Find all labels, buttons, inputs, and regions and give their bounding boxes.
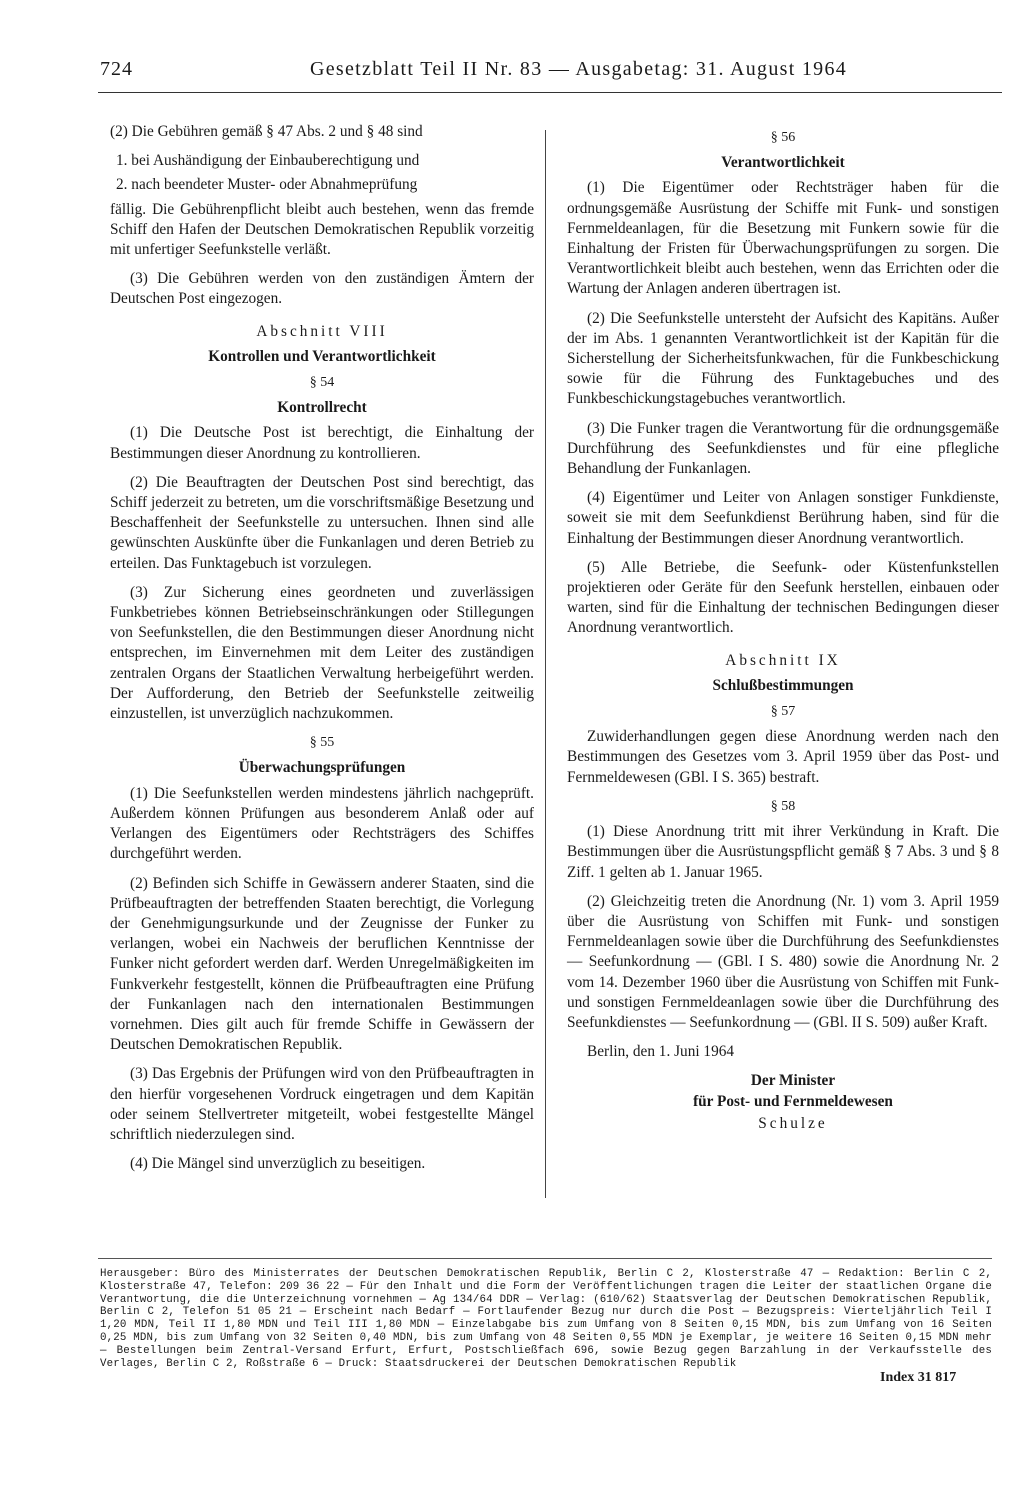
page-header (0, 58, 1024, 88)
header-rule (98, 92, 1002, 93)
left-column (110, 122, 534, 1183)
signature-title: Der Minister (750, 1072, 836, 1090)
paragraph-number-56: § 56 (770, 130, 796, 145)
paragraph-55-1: (1) Die Seefunkstellen werden mindestens jährlich nachgeprüft. Außerdem können Prüfungen aus besonderem Anlaß oder auf Verlangen des Eigentümers oder Rechtsträgers des Schiffes durchgeführt werden. (110, 784, 534, 863)
list-item: 1. bei Aushändigung der Einbauberechtigung und (116, 152, 420, 170)
paragraph-57: Zuwiderhandlungen gegen diese Anordnung werden nach den Bestimmungen des Gesetzes vom 3. April 1959 über das Post- und Fernmeldewesen (GBl. I S. 365) bestraft. (567, 728, 999, 786)
paragraph-56-4: (4) Eigentümer und Leiter von Anlagen sonstiger Funkdienste, soweit sie mit dem Seefunkdienst Berührung haben, sind für die Einhaltung der Bestimmungen dieser Anordnung verantwortlich. (567, 489, 999, 547)
paragraph-number-57: § 57 (770, 704, 796, 720)
date-line: Berlin, den 1. Juni 1964 (587, 1043, 735, 1061)
paragraph-56-5: (5) Alle Betriebe, die Seefunk- oder Küstenfunkstellen projektieren oder Geräte für den Seefunk herstellen, einbauen oder warten, sind für die Einhaltung der technischen Bedingungen dieser Anordnung verantwortlich. (567, 558, 999, 637)
paragraph-56-1: (1) Die Eigentümer oder Rechtsträger haben für die ordnungsgemäße Ausrüstung der Schiffe mit Funk- und sonstigen Fernmeldeanlagen, für die Besetzung mit Funkern sowie für die Einhaltung der Fristen für Überwachungsprüfungen zu sorgen. Die Verantwortlichkeit bleibt auch bestehen, wenn das Errichten oder die Wartung der Anlagen anderen übertragen ist. (567, 179, 999, 298)
section-title-viii: Kontrollen und Verantwortlichkeit (208, 347, 436, 365)
page-number: 724 (100, 58, 133, 80)
paragraph-58-1: (1) Diese Anordnung tritt mit ihrer Verkündung in Kraft. Die Bestimmungen über die Ausrüstungspflicht gemäß § 7 Abs. 3 und § 8 Ziff. 1 gelten ab 1. Januar 1965. (567, 823, 999, 881)
gazette-title: Gesetzblatt Teil II Nr. 83 — Ausgabetag: 31. August 1964 (310, 58, 848, 80)
list-item: 2. nach beendeter Muster- oder Abnahmeprüfung (116, 176, 418, 194)
signature-block (567, 1071, 999, 1134)
paragraph-54-1: (1) Die Deutsche Post ist berechtigt, die Einhaltung der Bestimmungen dieser Anordnung zu kontrollieren. (110, 424, 534, 462)
right-column (567, 122, 999, 1143)
paragraph-53-2-intro: (2) Die Gebühren gemäß § 47 Abs. 2 und § 48 sind (110, 123, 423, 140)
imprint-text: Herausgeber: Büro des Ministerrates der Deutschen Demokratischen Republik, Berlin C 2, Klosterstraße 47 — Redaktion: Berlin C 2, Klosterstraße 47, Telefon: 209 36 22 — Für den Inhalt und die Form der Veröffentlichungen tragen die Leiter der staatlichen Organe die Verantwortung, die die Unterzeichnung vornehmen — Ag 134/64 DDR — Verlag: (610/62) Staatsverlag der Deutschen Demokratischen Republik, Berlin C 2, Telefon 51 05 21 — Erscheint nach Bedarf — Fortlaufender Bezug nur durch die Post — Bezugspreis: Vierteljährlich Teil I 1,20 MDN, Teil II 1,80 MDN und Teil III 1,80 MDN — Einzelabgabe bis zum Umfang von 8 Seiten 0,15 MDN, bis zum Umfang von 16 Seiten 0,25 MDN, bis zum Umfang von 32 Seiten 0,40 MDN, bis zum Umfang von 48 Seiten 0,55 MDN je Exemplar, je weitere 16 Seiten 0,15 MDN mehr — Bestellungen beim Zentral-Versand Erfurt, Erfurt, Postschließfach 696, sowie Bezug gegen Barzahlung in der Verkaufsstelle des Verlages, Berlin C 2, Roßstraße 6 — Druck: Staatsdruckerei der Deutschen Demokratischen Republik (100, 1268, 992, 1370)
paragraph-58-2: (2) Gleichzeitig treten die Anordnung (Nr. 1) vom 3. April 1959 über die Ausrüstung von Schiffen mit Funk- und sonstigen Fernmeldeanlagen sowie über die Durchführung des Seefunkdienstes — Seefunkordnung — (GBl. I S. 480) sowie die Anordnung Nr. 2 vom 14. Dezember 1960 über die Ausrüstung von Schiffen mit Funk- und sonstigen Fernmeldeanlagen sowie über die Durchführung des Seefunkdienstes — Seefunkordnung — (GBl. II S. 509) außer Kraft. (567, 892, 999, 1031)
paragraph-title-55: Überwachungsprüfungen (238, 759, 406, 777)
section-heading-viii: Abschnitt VIII (256, 322, 388, 340)
paragraph-56-2: (2) Die Seefunkstelle untersteht der Aufsicht des Kapitäns. Außer der im Abs. 1 genannten Verantwortlichkeit ist der Kapitän für die Sicherstellung der Sicherheitsfunkwachen, für die Funkbeschickung sowie für die Führung des Funktagebuches und des Funkbeschickungstagebuches verantwortlich. (567, 309, 999, 408)
section-heading-ix: Abschnitt IX (725, 651, 841, 669)
paragraph-54-3: (3) Zur Sicherung eines geordneten und zuverlässigen Funkbetriebes können Betriebseinschränkungen oder Stillegungen von Seefunkstellen, die den Bestimmungen dieser Anordnung nicht entsprechen, im Einvernehmen mit dem Leiter des zuständigen zentralen Organs der Staatlichen Verwaltung herbeigeführt werden. Der Aufforderung, den Betrieb der Seefunkstelle zeitweilig einzustellen, ist unverzüglich nachzukommen. (110, 583, 534, 723)
paragraph-56-3: (3) Die Funker tragen die Verantwortung für die ordnungsgemäße Durchführung des Seefunkdienstes und für eine pflegliche Behandlung der Funkanlagen. (567, 419, 999, 478)
index-number: Index 31 817 (880, 1370, 957, 1385)
paragraph-number-58: § 58 (770, 798, 796, 814)
paragraph-number-55: § 55 (309, 735, 335, 751)
section-title-ix: Schlußbestimmungen (712, 676, 854, 694)
signature-ministry: für Post- und Fernmeldewesen (693, 1092, 893, 1110)
paragraph-55-2: (2) Befinden sich Schiffe in Gewässern anderer Staaten, sind die Prüfbeauftragten der betreffenden Staaten berechtigt, die Vorlegung der Genehmigungsurkunde und der Zeugnisse der Funker zu verlangen, wobei ein Nachweis der beruflichen Kenntnisse der Funker nicht gefordert werden darf. Werden Unregelmäßigkeiten im Funkverkehr festgestellt, können die Prüfbeauftragten eine Prüfung der Funkanlagen nach den internationalen Bestimmungen vornehmen. Dies gilt auch für fremde Schiffe in Gewässern der Deutschen Demokratischen Republik. (110, 874, 534, 1054)
paragraph-53-3: (3) Die Gebühren werden von den zuständigen Ämtern der Deutschen Post eingezogen. (110, 270, 534, 308)
signature-name: Schulze (758, 1114, 828, 1132)
paragraph-54-2: (2) Die Beauftragten der Deutschen Post sind berechtigt, das Schiff jederzeit zu betreten, um die vorschriftsmäßige Besetzung und Beschaffenheit der Seefunkstelle zu untersuchen. Ihnen sind alle gewünschten Auskünfte über die Funkanlagen und deren Betrieb zu erteilen. Das Funktagebuch ist vorzulegen. (110, 473, 534, 572)
paragraph-title-56: Verantwortlichkeit (721, 154, 845, 172)
footer-rule (98, 1258, 992, 1259)
paragraph-number-54: § 54 (309, 375, 335, 391)
paragraph-title-54: Kontrollrecht (277, 399, 367, 417)
paragraph-55-4: (4) Die Mängel sind unverzüglich zu beseitigen. (130, 1155, 426, 1173)
column-divider (545, 130, 546, 1198)
paragraph-53-2-continued: fällig. Die Gebührenpflicht bleibt auch bestehen, wenn das fremde Schiff den Hafen der Deutschen Demokratischen Republik vorzeitig mit unfertiger Seefunkstelle verläßt. (110, 200, 534, 259)
paragraph-55-3: (3) Das Ergebnis der Prüfungen wird von den Prüfbeauftragten in den hierfür vorgesehenen Vordruck eingetragen und dem Kapitän oder seinem Stellvertreter mitgeteilt, wobei festgestellte Mängel schriftlich niederzulegen sind. (110, 1065, 534, 1143)
